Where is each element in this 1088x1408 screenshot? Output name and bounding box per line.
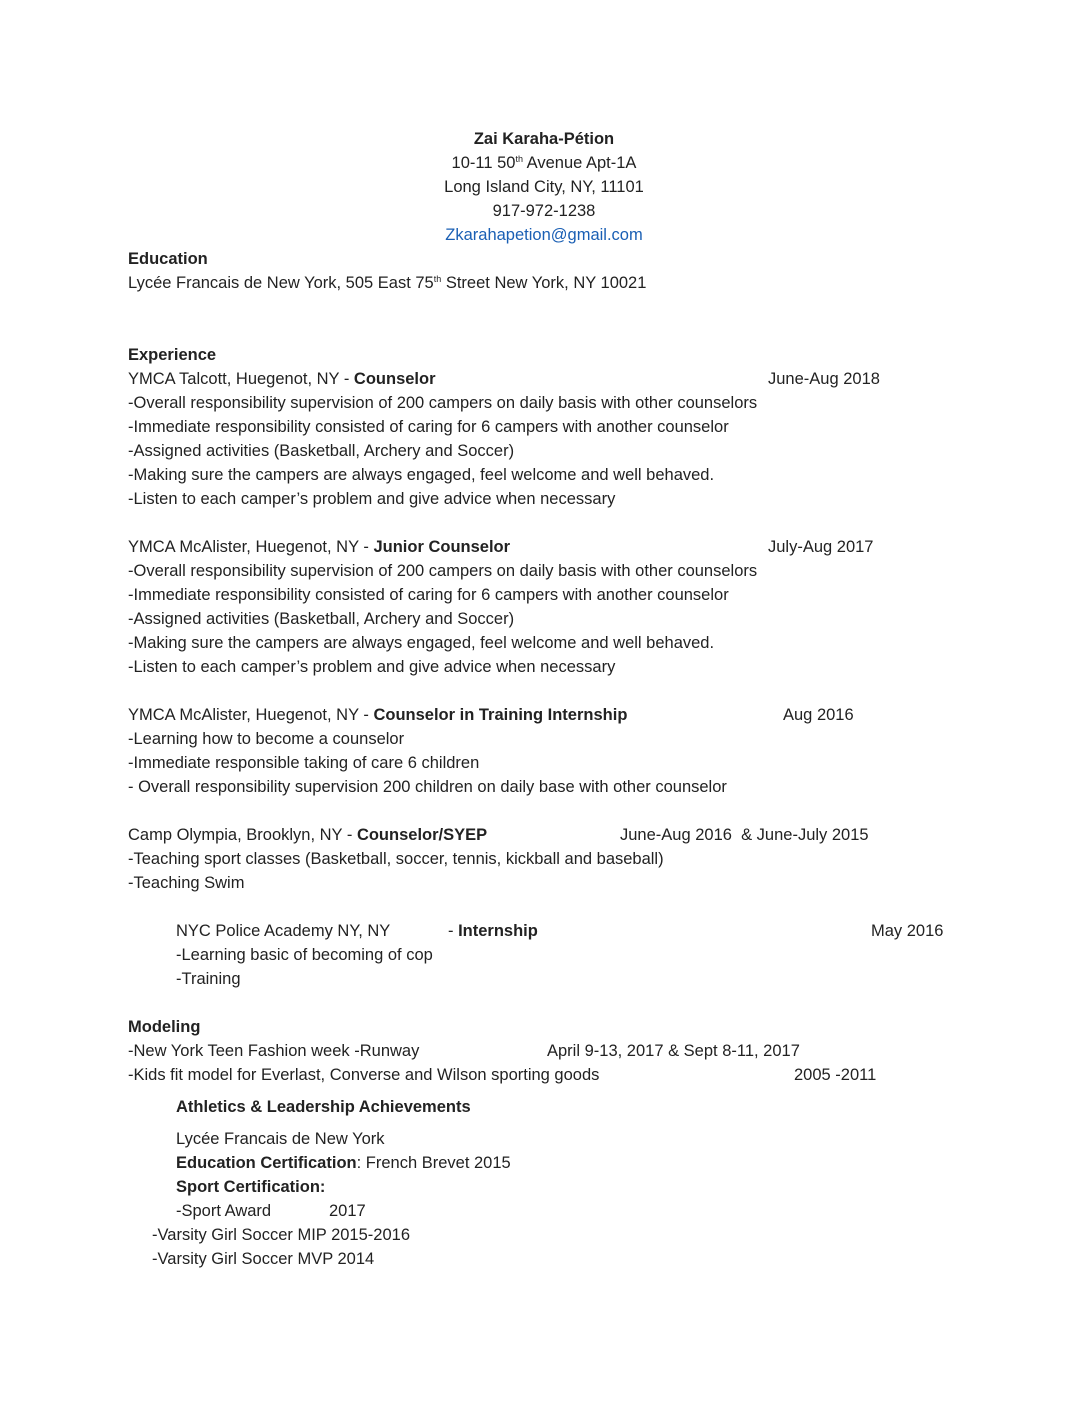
job-dates: June-Aug 2016 & June-July 2015 <box>620 826 869 844</box>
job-dates: June-Aug 2018 <box>768 370 880 388</box>
sport-award-year: 2017 <box>329 1202 366 1220</box>
job-role: Counselor/SYEP <box>356 826 488 844</box>
job-bullet: -Immediate responsible taking of care 6 children <box>128 754 480 772</box>
job-title-line <box>128 703 627 727</box>
edu-cert-value: : French Brevet 2015 <box>356 1154 511 1172</box>
job-org: YMCA McAlister, Huegenot, NY - <box>128 706 374 724</box>
modeling-item: -New York Teen Fashion week -Runway <box>128 1042 420 1060</box>
job-dates: July-Aug 2017 <box>768 538 874 556</box>
experience-heading: Experience <box>128 346 217 364</box>
job-org: NYC Police Academy NY, NY <box>176 922 391 940</box>
job-role: Counselor <box>353 370 436 388</box>
job-bullet: -Immediate responsibility consisted of caring for 6 campers with another counselor <box>128 418 729 436</box>
achievement-item: -Varsity Girl Soccer MVP 2014 <box>152 1250 375 1268</box>
job-bullet: -Teaching Swim <box>128 874 245 892</box>
street-suffix: th <box>433 274 442 284</box>
education-certification <box>176 1151 511 1175</box>
job-separator: - <box>448 922 459 940</box>
modeling-heading: Modeling <box>128 1018 201 1036</box>
address-number: 10-11 50 <box>451 154 516 172</box>
modeling-item: -Kids fit model for Everlast, Converse and Wilson sporting goods <box>128 1066 600 1084</box>
address-street: Avenue Apt-1A <box>522 154 637 172</box>
job-bullet: -Teaching sport classes (Basketball, soccer, tennis, kickball and baseball) <box>128 850 664 868</box>
city-line: Long Island City, NY, 11101 <box>444 178 644 196</box>
modeling-dates: 2005 -2011 <box>794 1066 877 1084</box>
edu-cert-label: Education Certification <box>176 1154 357 1172</box>
job-bullet: -Making sure the campers are always engaged, feel welcome and well behaved. <box>128 634 715 652</box>
job-dates: Aug 2016 <box>783 706 854 724</box>
job-bullet: - Overall responsibility supervision 200 children on daily base with other counselor <box>128 778 727 796</box>
job-bullet: -Learning how to become a counselor <box>128 730 405 748</box>
school-address: Street New York, NY 10021 <box>441 274 647 292</box>
job-bullet: -Overall responsibility supervision of 200 campers on daily basis with other counselors <box>128 394 758 412</box>
education-heading: Education <box>128 250 208 268</box>
job-dates: May 2016 <box>871 922 944 940</box>
modeling-dates: April 9-13, 2017 & Sept 8-11, 2017 <box>547 1042 800 1060</box>
job-org: YMCA McAlister, Huegenot, NY - <box>128 538 374 556</box>
education-school <box>128 271 646 295</box>
job-bullet: -Training <box>176 970 241 988</box>
email-link[interactable]: Zkarahapetion@gmail.com <box>445 226 643 244</box>
job-role: Internship <box>458 922 538 940</box>
sport-certification-label: Sport Certification: <box>176 1178 326 1196</box>
phone-number: 917-972-1238 <box>492 202 596 220</box>
address-suffix: th <box>515 154 523 164</box>
school-name: Lycée Francais de New York, 505 East 75 <box>128 274 434 292</box>
job-role-line <box>448 919 538 943</box>
job-org: YMCA Talcott, Huegenot, NY - <box>128 370 354 388</box>
job-role: Counselor in Training Internship <box>373 706 628 724</box>
address-line <box>0 151 1088 175</box>
achievements-school: Lycée Francais de New York <box>176 1130 385 1148</box>
achievement-item: -Varsity Girl Soccer MIP 2015-2016 <box>152 1226 410 1244</box>
job-bullet: -Assigned activities (Basketball, Archery and Soccer) <box>128 442 515 460</box>
job-title-line <box>128 823 487 847</box>
achievements-heading: Athletics & Leadership Achievements <box>176 1098 471 1116</box>
job-bullet: -Overall responsibility supervision of 200 campers on daily basis with other counselors <box>128 562 758 580</box>
job-bullet: -Assigned activities (Basketball, Archery and Soccer) <box>128 610 515 628</box>
job-role: Junior Counselor <box>373 538 511 556</box>
job-title-line <box>128 535 510 559</box>
job-bullet: -Immediate responsibility consisted of caring for 6 campers with another counselor <box>128 586 729 604</box>
job-bullet: -Learning basic of becoming of cop <box>176 946 433 964</box>
job-bullet: -Making sure the campers are always engaged, feel welcome and well behaved. <box>128 466 715 484</box>
sport-award: -Sport Award <box>176 1202 272 1220</box>
job-bullet: -Listen to each camper’s problem and give advice when necessary <box>128 658 616 676</box>
job-bullet: -Listen to each camper’s problem and give advice when necessary <box>128 490 616 508</box>
job-org: Camp Olympia, Brooklyn, NY - <box>128 826 357 844</box>
job-title-line <box>128 367 436 391</box>
candidate-name: Zai Karaha-Pétion <box>473 130 615 148</box>
